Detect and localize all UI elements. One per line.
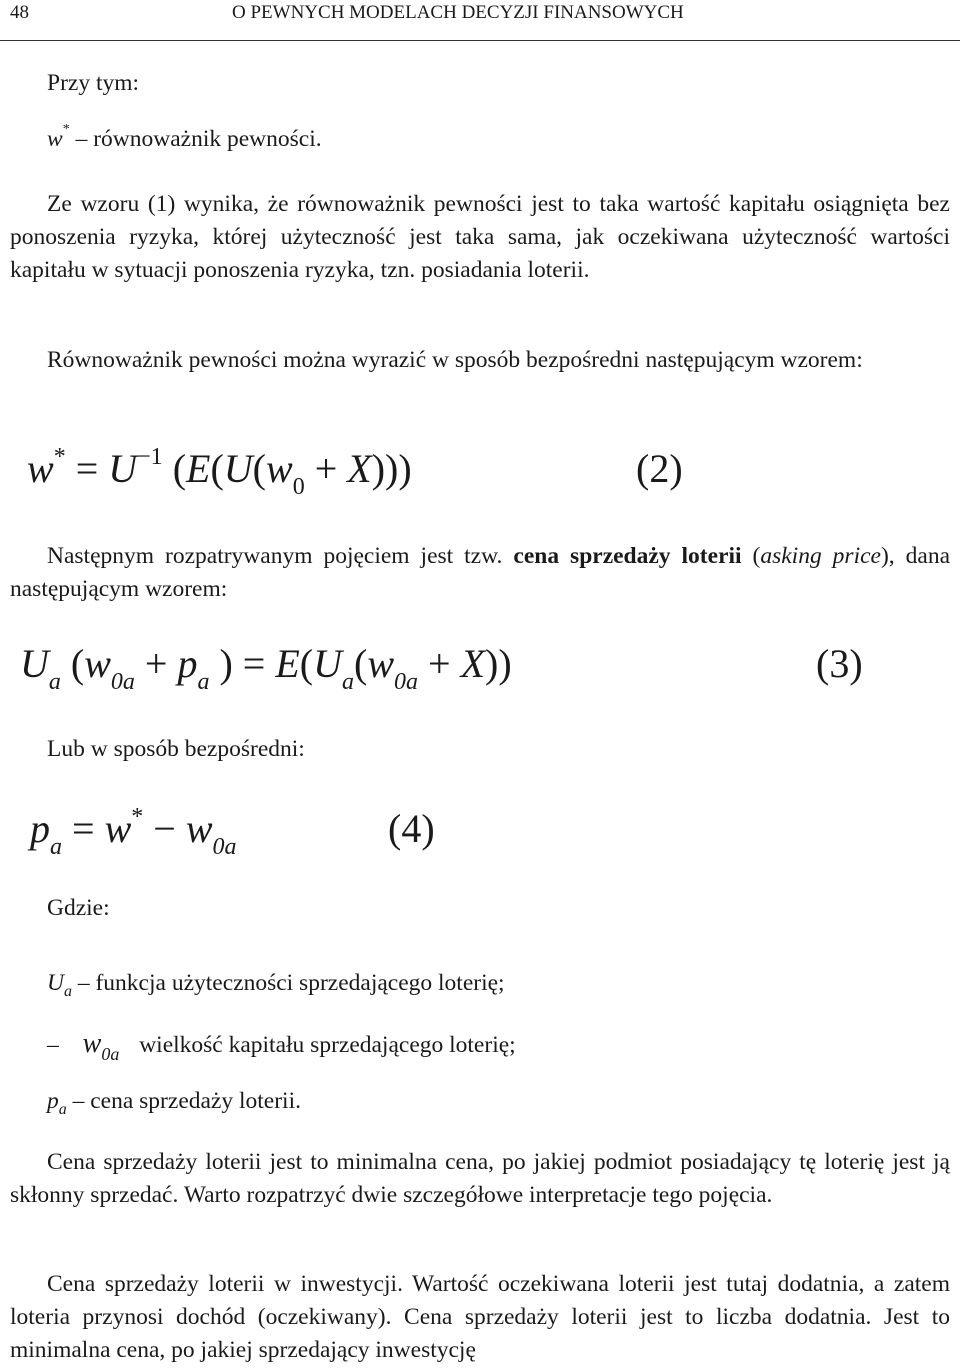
w-star: * [62,122,70,138]
equation-4-label: (4) [388,806,435,851]
gdzie-label: Gdzie: [47,895,110,921]
running-title: O PEWNYCH MODELACH DECYZJI FINANSOWYCH [232,2,684,23]
definition-w0a: – $w_{0a}$ wielkość kapitału sprzedającego loterię; [47,1028,516,1064]
equation-2-label: (2) [636,446,683,491]
page-number: 48 [10,2,29,23]
w-star-definition [47,122,322,153]
equation-4: $p_a = w^* - w_{0a}$ [30,804,237,860]
term-asking-price: cena sprzedaży loterii [513,543,742,569]
paragraph-2: Równoważnik pewności można wyrazić w sposób bezpośredni następującym wzorem: [47,347,863,373]
equation-3: $U_a$ ($w_{0a} + p_a$ ) = $E(U_a(w_{0a} + X))$ [20,641,512,695]
przy-tym-label: Przy tym: [47,70,140,96]
w-symbol: w [47,126,63,152]
paragraph-3: Następnym rozpatrywanym pojęciem jest tzw. cena sprzedaży loterii (asking price), dana następującym wzorem: [10,543,950,602]
equation-2: $w^* = U^{-1}$ $(E(U(w_0 + X)))$ [27,444,412,500]
definition-ua: $U_a$ – funkcja użyteczności sprzedającego loterię; [47,970,505,1000]
equation-3-label: (3) [816,641,863,686]
header-rule [0,40,960,41]
lub-line: Lub w sposób bezpośredni: [47,736,305,762]
w-definition-text: – równoważnik pewności. [75,126,322,152]
paragraph-4: Cena sprzedaży loterii jest to minimalna cena, po jakiej podmiot posiadający tę loterię jest ją skłonny sprzedać. Warto rozpatrzyć dwie szczegółowe interpretacje tego pojęcia. [10,1149,950,1208]
paragraph-1: Ze wzoru (1) wynika, że równoważnik pewności jest to taka wartość kapitału osiągnięta bez ponoszenia ryzyka, której użyteczność jest taka sama, jak oczekiwana użyteczność wartości kapitału w sytuacji ponoszenia ryzyka, tzn. posiadania loterii. [10,191,950,283]
definition-pa: $p_a$ – cena sprzedaży loterii. [47,1088,301,1118]
paragraph-5: Cena sprzedaży loterii w inwestycji. Wartość oczekiwana loterii jest tutaj dodatnia, a zatem loteria przynosi dochód (oczekiwany). Cena sprzedaży loterii jest to liczba dodatnia. Jest to minimalna cena, po jakiej sprzedający inwestycję [10,1271,950,1363]
